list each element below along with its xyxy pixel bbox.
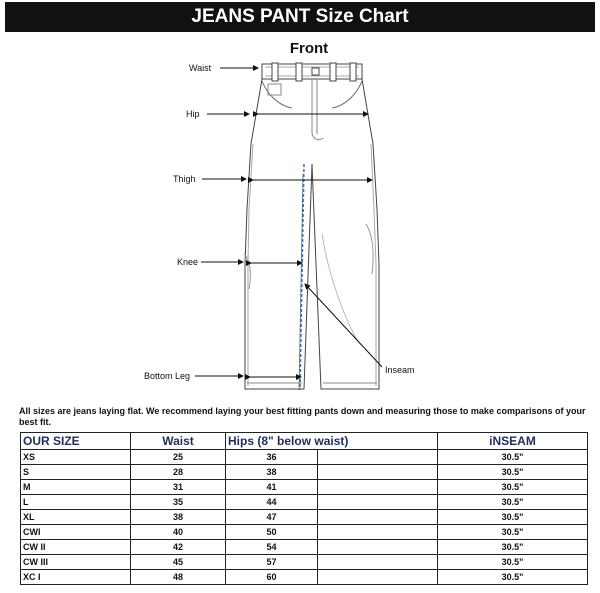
cell-waist: 31 [131,480,226,495]
inseam-guide [300,164,304,390]
cell-size: L [21,495,131,510]
table-row [21,480,588,495]
cell-hips: 47 [226,510,318,525]
cell-waist: 25 [131,450,226,465]
cell-size: S [21,465,131,480]
cell-hips: 44 [226,495,318,510]
cell-inseam: 30.5" [438,480,588,495]
cell-hips: 36 [226,450,318,465]
jeans-diagram [0,34,600,400]
header-size: OUR SIZE [21,433,131,450]
hip-label: Hip [186,109,200,119]
cell-size: XC I [21,570,131,585]
front-view-label: Front [289,40,329,57]
cell-waist: 48 [131,570,226,585]
cell-empty [318,555,438,570]
cell-waist: 42 [131,540,226,555]
cell-inseam: 30.5" [438,525,588,540]
cell-size: CW III [21,555,131,570]
inseam-label: Inseam [385,365,415,375]
cell-size: XL [21,510,131,525]
cell-inseam: 30.5" [438,510,588,525]
cell-hips: 41 [226,480,318,495]
cell-empty [318,465,438,480]
size-table [20,432,588,585]
cell-hips: 50 [226,525,318,540]
cell-empty [318,480,438,495]
size-table-header [21,433,588,450]
cell-size: CWI [21,525,131,540]
table-row [21,465,588,480]
table-row [21,510,588,525]
waist-label: Waist [189,63,212,73]
header-hips: Hips (8" below waist) [226,433,438,450]
knee-label: Knee [177,257,199,267]
cell-inseam: 30.5" [438,495,588,510]
cell-empty [318,450,438,465]
header-waist: Waist [131,433,226,450]
cell-size: XS [21,450,131,465]
cell-empty [318,495,438,510]
table-row [21,570,588,585]
page-title: JEANS PANT Size Chart [5,2,595,32]
cell-hips: 38 [226,465,318,480]
cell-hips: 60 [226,570,318,585]
cell-waist: 45 [131,555,226,570]
table-row [21,450,588,465]
cell-inseam: 30.5" [438,555,588,570]
cell-size: CW II [21,540,131,555]
thigh-label: Thigh [173,174,196,184]
cell-waist: 28 [131,465,226,480]
measurement-note: All sizes are jeans laying flat. We recommend laying your best fitting pants down and measuring those to make comparisons of your best fit. [19,406,586,427]
cell-empty [318,570,438,585]
jeans-outline [244,63,379,389]
table-row [21,495,588,510]
table-row [21,525,588,540]
cell-empty [318,540,438,555]
cell-empty [318,510,438,525]
cell-waist: 40 [131,525,226,540]
cell-empty [318,525,438,540]
cell-size: M [21,480,131,495]
cell-inseam: 30.5" [438,450,588,465]
cell-inseam: 30.5" [438,465,588,480]
header-inseam: iNSEAM [438,433,588,450]
cell-hips: 57 [226,555,318,570]
inseam-arrow [305,284,382,367]
cell-inseam: 30.5" [438,540,588,555]
cell-hips: 54 [226,540,318,555]
bottom-leg-label: Bottom Leg [144,371,191,381]
cell-inseam: 30.5" [438,570,588,585]
cell-waist: 35 [131,495,226,510]
table-row [21,540,588,555]
cell-waist: 38 [131,510,226,525]
table-row [21,555,588,570]
